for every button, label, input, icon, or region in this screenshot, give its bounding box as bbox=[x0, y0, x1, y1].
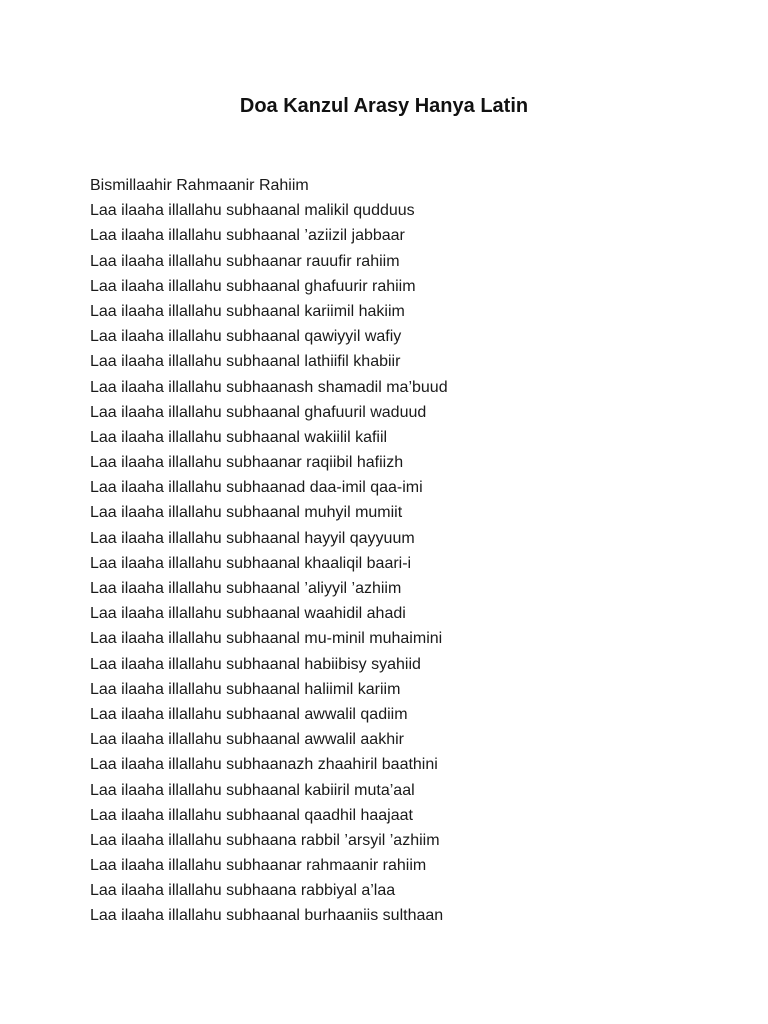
prayer-line: Laa ilaaha illallahu subhaanal ’aliyyil ’azhiim bbox=[90, 580, 402, 597]
prayer-line: Laa ilaaha illallahu subhaanal habiibisy syahiid bbox=[90, 655, 421, 673]
prayer-line: Laa ilaaha illallahu subhaanal mu-minil muhaimini bbox=[90, 630, 443, 648]
prayer-line: Laa ilaaha illallahu subhaanar raqiibil hafiizh bbox=[90, 454, 404, 472]
prayer-line: Laa ilaaha illallahu subhaanal awwalil qadiim bbox=[90, 705, 408, 723]
prayer-line: Laa ilaaha illallahu subhaanad daa-imil qaa-imi bbox=[90, 479, 423, 497]
prayer-line: Laa ilaaha illallahu subhaanal hayyil qayyuum bbox=[90, 529, 415, 547]
prayer-line: Laa ilaaha illallahu subhaanar rauufir rahiim bbox=[90, 252, 400, 270]
prayer-line: Laa ilaaha illallahu subhaanal ghafuurir rahiim bbox=[90, 277, 416, 295]
prayer-line: Bismillaahir Rahmaanir Rahiim bbox=[90, 177, 309, 194]
prayer-line: Laa ilaaha illallahu subhaanal malikil qudduus bbox=[90, 202, 415, 220]
prayer-line: Laa ilaaha illallahu subhaanal kabiiril muta’aal bbox=[90, 781, 415, 799]
document-title: Doa Kanzul Arasy Hanya Latin bbox=[239, 95, 529, 117]
prayer-line: Laa ilaaha illallahu subhaanal khaaliqil baari-i bbox=[90, 554, 412, 572]
prayer-line: Laa ilaaha illallahu subhaana rabbil ’arsyil ’azhiim bbox=[90, 831, 440, 849]
prayer-line: Laa ilaaha illallahu subhaanal ghafuuril waduud bbox=[90, 403, 427, 421]
prayer-line: Laa ilaaha illallahu subhaanal kariimil hakiim bbox=[90, 302, 405, 320]
prayer-lines bbox=[90, 173, 730, 929]
prayer-line: Laa ilaaha illallahu subhaana rabbiyal a’laa bbox=[90, 882, 396, 900]
prayer-line: Laa ilaaha illallahu subhaanal lathiifil khabiir bbox=[90, 353, 401, 371]
prayer-line: Laa ilaaha illallahu subhaanal muhyil mumiit bbox=[90, 504, 403, 522]
prayer-line: Laa ilaaha illallahu subhaanar rahmaanir rahiim bbox=[90, 857, 427, 875]
prayer-line: Laa ilaaha illallahu subhaanal burhaaniis sulthaan bbox=[90, 907, 444, 925]
prayer-line: Laa ilaaha illallahu subhaanal wakiilil kafiil bbox=[90, 428, 388, 446]
prayer-line: Laa ilaaha illallahu subhaanal waahidil ahadi bbox=[90, 605, 406, 623]
prayer-line: Laa ilaaha illallahu subhaanal qawiyyil wafiy bbox=[90, 328, 402, 346]
prayer-line: Laa ilaaha illallahu subhaanal qaadhil haajaat bbox=[90, 806, 413, 824]
prayer-line: Laa ilaaha illallahu subhaanal awwalil aakhir bbox=[90, 731, 404, 749]
prayer-line: Laa ilaaha illallahu subhaanazh zhaahiril baathini bbox=[90, 756, 438, 774]
prayer-line: Laa ilaaha illallahu subhaanal ’aziizil jabbaar bbox=[90, 227, 405, 245]
prayer-line: Laa ilaaha illallahu subhaanash shamadil ma’buud bbox=[90, 378, 448, 396]
prayer-line: Laa ilaaha illallahu subhaanal haliimil kariim bbox=[90, 680, 401, 698]
